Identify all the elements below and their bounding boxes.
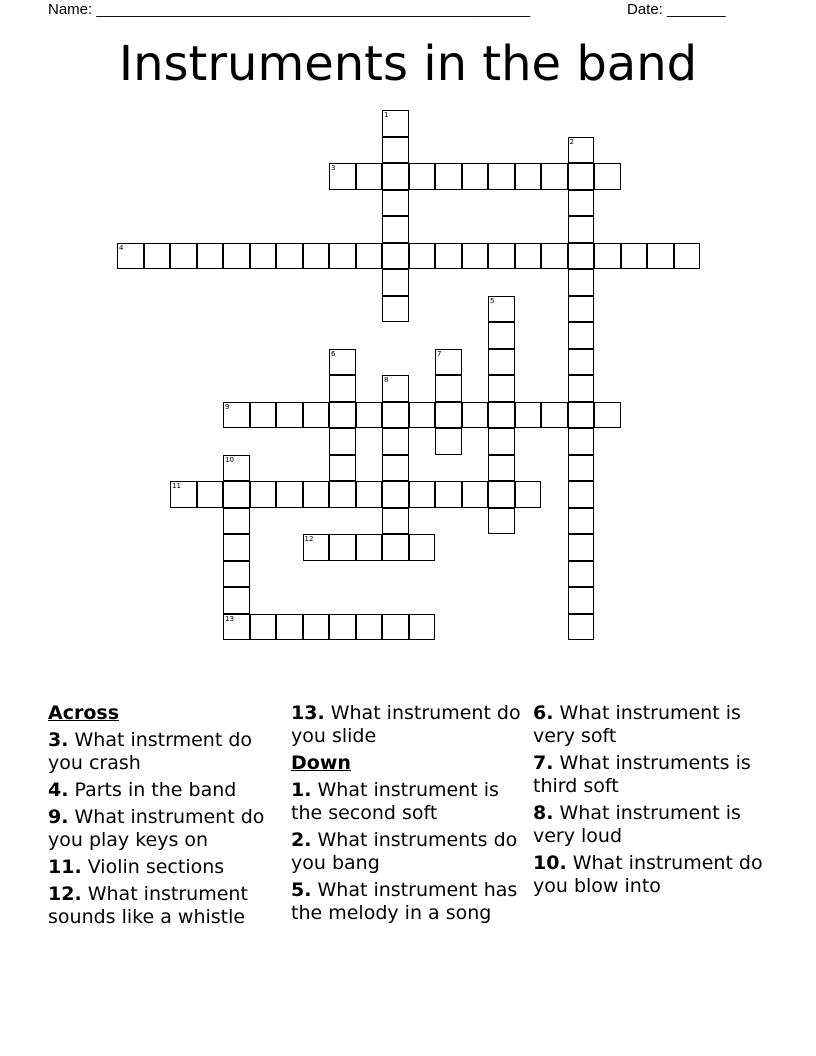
clue-number: 13. [291,702,325,724]
cell-number: 11 [172,482,181,490]
clue-number: 7. [533,752,554,774]
grid-cell[interactable] [356,243,383,270]
clue-text: What instrument is the second soft [291,779,499,824]
grid-cell[interactable] [435,163,462,190]
grid-cell[interactable] [223,587,250,614]
grid-cell[interactable] [223,561,250,588]
cell-number: 5 [490,296,495,305]
grid-cell[interactable] [409,163,436,190]
clue-down-2 [291,829,527,875]
grid-cell[interactable] [541,243,568,270]
clue-across-9 [48,806,284,852]
grid-cell[interactable] [223,481,250,508]
grid-cell[interactable] [488,402,515,429]
name-label: Name: [48,1,93,18]
cell-number: 10 [225,455,234,464]
grid-cell[interactable] [568,163,595,190]
clue-text: What instrument sounds like a whistle [48,883,248,928]
clue-across-3 [48,729,284,775]
grid-cell[interactable] [223,534,250,561]
grid-cell[interactable] [568,534,595,561]
grid-cell[interactable] [409,534,436,561]
grid-cell[interactable] [568,349,595,376]
clue-number: 9. [48,806,69,828]
grid-cell[interactable] [276,243,303,270]
grid-cell[interactable] [329,349,356,376]
clue-text: What instrument do you slide [291,702,521,747]
grid-cell[interactable] [621,243,648,270]
grid-cell[interactable] [568,587,595,614]
clue-number: 12. [48,883,82,905]
grid-cell[interactable] [409,243,436,270]
clue-down-7 [533,752,769,798]
down-heading: Down [291,752,351,774]
grid-cell[interactable] [303,534,330,561]
grid-cell[interactable] [329,375,356,402]
grid-cell[interactable] [303,481,330,508]
grid-cell[interactable] [356,163,383,190]
grid-cell[interactable] [462,402,489,429]
grid-cell[interactable] [594,243,621,270]
grid-cell[interactable] [568,296,595,323]
grid-cell[interactable] [382,110,409,137]
cell-number: 4 [119,243,124,252]
grid-cell[interactable] [568,243,595,270]
cell-number: 7 [437,349,442,358]
grid-cell[interactable] [515,481,542,508]
clue-number: 11. [48,856,82,878]
grid-cell[interactable] [382,163,409,190]
grid-cell[interactable] [647,243,674,270]
grid-cell[interactable] [488,481,515,508]
grid-cell[interactable] [568,508,595,535]
grid-cell[interactable] [382,190,409,217]
grid-cell[interactable] [117,243,144,270]
clue-number: 8. [533,802,554,824]
grid-cell[interactable] [382,243,409,270]
grid-cell[interactable] [435,375,462,402]
grid-cell[interactable] [568,455,595,482]
grid-cell[interactable] [329,428,356,455]
grid-cell[interactable] [435,481,462,508]
grid-cell[interactable] [488,322,515,349]
cell-number: 2 [569,137,574,146]
clue-number: 6. [533,702,554,724]
grid-cell[interactable] [223,243,250,270]
grid-cell[interactable] [488,455,515,482]
grid-cell[interactable] [329,614,356,641]
grid-cell[interactable] [276,614,303,641]
clue-across-11 [48,856,284,879]
grid-cell[interactable] [303,614,330,641]
clue-across-4 [48,779,284,802]
grid-cell[interactable] [356,481,383,508]
cell-number: 9 [225,402,230,411]
grid-cell[interactable] [250,402,277,429]
grid-cell[interactable] [356,402,383,429]
clue-number: 10. [533,852,567,874]
grid-cell[interactable] [170,481,197,508]
grid-cell[interactable] [568,402,595,429]
name-blank[interactable]: ____________________________________________________ [96,1,531,18]
grid-cell[interactable] [250,243,277,270]
grid-cell[interactable] [541,402,568,429]
grid-cell[interactable] [382,216,409,243]
clue-number: 4. [48,779,69,801]
grid-cell[interactable] [329,402,356,429]
grid-cell[interactable] [250,481,277,508]
clue-text: What instruments do you bang [291,829,518,874]
grid-cell[interactable] [515,163,542,190]
grid-cell[interactable] [329,163,356,190]
grid-cell[interactable] [329,455,356,482]
grid-cell[interactable] [594,163,621,190]
grid-cell[interactable] [223,508,250,535]
grid-cell[interactable] [382,481,409,508]
grid-cell[interactable] [515,402,542,429]
page-title: Instruments in the band [118,36,698,92]
across-heading: Across [48,702,120,724]
grid-cell[interactable] [276,402,303,429]
grid-cell[interactable] [435,349,462,376]
clue-number: 1. [291,779,312,801]
grid-cell[interactable] [382,269,409,296]
cell-number: 1 [384,111,389,119]
grid-cell[interactable] [170,243,197,270]
grid-cell[interactable] [382,428,409,455]
clue-text: What instrument do you play keys on [48,806,265,851]
grid-cell[interactable] [409,402,436,429]
grid-cell[interactable] [488,296,515,323]
grid-cell[interactable] [197,481,224,508]
clue-across-12 [48,883,284,929]
grid-cell[interactable] [303,402,330,429]
grid-cell[interactable] [568,614,595,641]
grid-cell[interactable] [488,243,515,270]
clue-number: 3. [48,729,69,751]
grid-cell[interactable] [276,481,303,508]
clue-down-6 [533,702,769,748]
clue-down-8 [533,802,769,848]
grid-cell[interactable] [568,216,595,243]
grid-cell[interactable] [409,614,436,641]
grid-cell[interactable] [303,243,330,270]
cell-number: 3 [331,164,336,172]
grid-cell[interactable] [382,375,409,402]
grid-cell[interactable] [488,375,515,402]
grid-cell[interactable] [382,508,409,535]
clue-text: What instrument is very soft [533,702,741,747]
grid-cell[interactable] [568,375,595,402]
grid-cell[interactable] [435,428,462,455]
clue-text: What instrument do you blow into [533,852,763,897]
clue-text: What instrument is very loud [533,802,741,847]
clue-text: Violin sections [87,856,225,878]
clue-text: What instrument has the melody in a song [291,879,518,924]
clues-column-1 [48,702,284,933]
clues-column-2 [291,702,527,929]
cell-number: 6 [331,349,336,358]
date-label: Date: [627,1,663,18]
grid-cell[interactable] [568,481,595,508]
grid-cell[interactable] [515,243,542,270]
grid-cell[interactable] [568,322,595,349]
cell-number: 12 [304,535,314,543]
grid-cell[interactable] [462,243,489,270]
clue-across-13 [291,702,527,748]
clue-number: 2. [291,829,312,851]
grid-cell[interactable] [144,243,171,270]
clue-text: Parts in the band [74,779,237,801]
grid-cell[interactable] [356,614,383,641]
grid-cell[interactable] [250,614,277,641]
grid-cell[interactable] [568,561,595,588]
grid-cell[interactable] [435,243,462,270]
grid-cell[interactable] [329,243,356,270]
grid-cell[interactable] [382,455,409,482]
grid-cell[interactable] [594,402,621,429]
grid-cell[interactable] [462,481,489,508]
grid-cell[interactable] [568,137,595,164]
grid-cell[interactable] [568,269,595,296]
clue-down-10 [533,852,769,898]
grid-cell[interactable] [568,428,595,455]
grid-cell[interactable] [382,402,409,429]
grid-cell[interactable] [382,296,409,323]
grid-cell[interactable] [223,455,250,482]
clue-down-1 [291,779,527,825]
grid-cell[interactable] [329,534,356,561]
grid-cell[interactable] [541,163,568,190]
grid-cell[interactable] [409,481,436,508]
grid-cell[interactable] [488,163,515,190]
grid-cell[interactable] [674,243,701,270]
cell-number: 13 [225,614,234,623]
cell-number: 8 [384,376,389,384]
clue-text: What instruments is third soft [533,752,751,797]
clue-number: 5. [291,879,312,901]
grid-cell[interactable] [223,614,250,641]
date-blank[interactable]: _______ [667,1,726,18]
grid-cell[interactable] [488,349,515,376]
grid-cell[interactable] [435,402,462,429]
grid-cell[interactable] [223,402,250,429]
grid-cell[interactable] [329,481,356,508]
clue-text: What instrment do you crash [48,729,253,774]
grid-cell[interactable] [382,614,409,641]
grid-cell[interactable] [382,137,409,164]
grid-cell[interactable] [382,534,409,561]
grid-cell[interactable] [197,243,224,270]
grid-cell[interactable] [568,190,595,217]
grid-cell[interactable] [488,508,515,535]
clue-down-5 [291,879,527,925]
clues-column-3 [533,702,769,902]
grid-cell[interactable] [488,428,515,455]
grid-cell[interactable] [462,163,489,190]
grid-cell[interactable] [356,534,383,561]
